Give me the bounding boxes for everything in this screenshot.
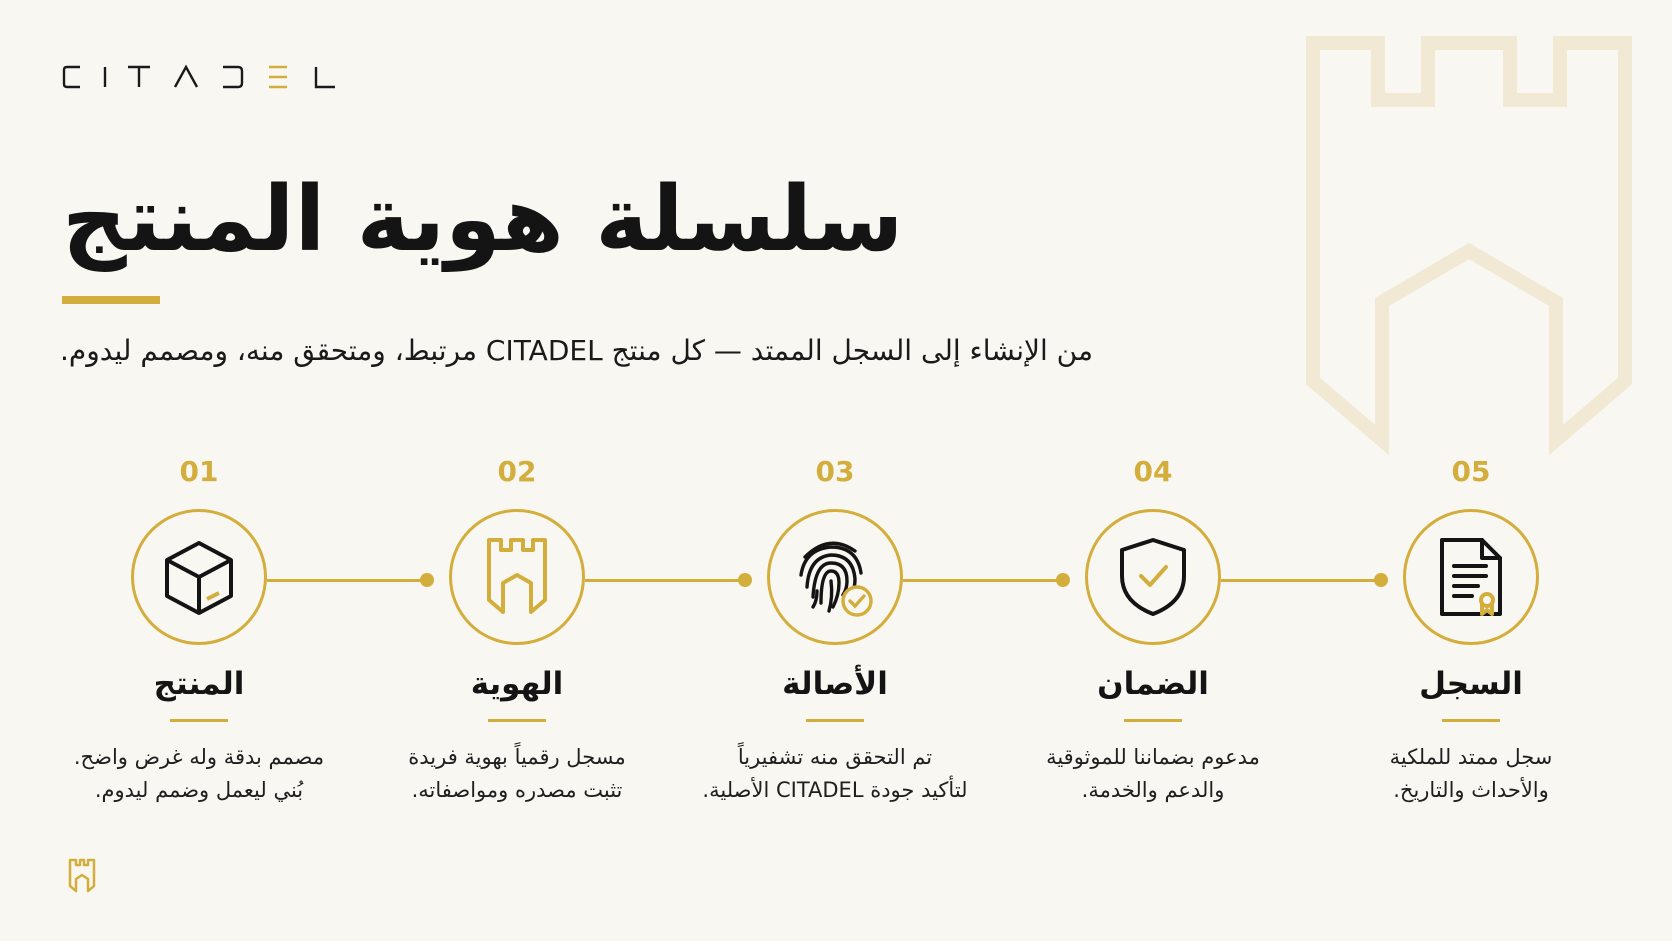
step-description (993, 741, 1313, 807)
step-title-underline (170, 719, 228, 722)
step-title: السجل (1419, 666, 1523, 702)
step-title: الأصالة (782, 666, 888, 702)
step-number: 01 (179, 455, 219, 488)
cube-icon (161, 537, 237, 617)
step-icon-circle (1085, 509, 1221, 645)
step-description-line: بُني ليعمل وضمم ليدوم. (94, 778, 304, 802)
step-description-line: تثبت مصدره ومواصفاته. (411, 778, 623, 802)
step-authenticity (675, 455, 995, 807)
page-title: سلسلة هوية المنتج (62, 167, 904, 272)
document-ribbon-icon (1438, 536, 1504, 618)
step-icon-circle (1403, 509, 1539, 645)
step-title: الضمان (1097, 666, 1209, 702)
step-title: الهوية (470, 666, 564, 702)
step-warranty (993, 455, 1313, 807)
step-title: المنتج (153, 666, 245, 702)
citadel-logo (62, 62, 342, 92)
fingerprint-check-icon (795, 535, 875, 619)
step-description-line: والدعم والخدمة. (1081, 778, 1225, 802)
step-number: 05 (1451, 455, 1491, 488)
step-description (357, 741, 677, 807)
citadel-wordmark-icon (62, 64, 342, 90)
page-subtitle: من الإنشاء إلى السجل الممتد — كل منتج CITADEL مرتبط، ومتحقق منه، ومصمم ليدوم. (60, 334, 1093, 367)
step-icon-circle (449, 509, 585, 645)
step-description-line: سجل ممتد للملكية (1389, 745, 1553, 769)
step-record (1311, 455, 1631, 807)
title-underline (62, 296, 160, 304)
step-title-underline (1124, 719, 1182, 722)
step-title-underline (806, 719, 864, 722)
step-description-line: مدعوم بضماننا للموثوقية (1046, 745, 1260, 769)
step-icon-circle (767, 509, 903, 645)
castle-tower-icon (486, 537, 548, 617)
step-title-underline (1442, 719, 1500, 722)
step-icon-circle (131, 509, 267, 645)
step-identity (357, 455, 677, 807)
step-description-line: مصمم بدقة وله غرض واضح. (73, 745, 325, 769)
step-number: 03 (815, 455, 855, 488)
step-number: 02 (497, 455, 537, 488)
castle-watermark-icon (1306, 36, 1632, 478)
step-description-line: مسجل رقمياً بهوية فريدة (408, 745, 626, 769)
step-title-underline (488, 719, 546, 722)
step-description-line: لتأكيد جودة CITADEL الأصلية. (702, 778, 968, 802)
step-description-line: تم التحقق منه تشفيرياً (737, 745, 933, 769)
step-description (39, 741, 359, 807)
step-description (675, 741, 995, 807)
castle-footer-icon (68, 858, 96, 894)
step-product (39, 455, 359, 807)
step-number: 04 (1133, 455, 1173, 488)
shield-check-icon (1118, 536, 1188, 618)
step-description (1311, 741, 1631, 807)
step-description-line: والأحداث والتاريخ. (1393, 778, 1549, 802)
